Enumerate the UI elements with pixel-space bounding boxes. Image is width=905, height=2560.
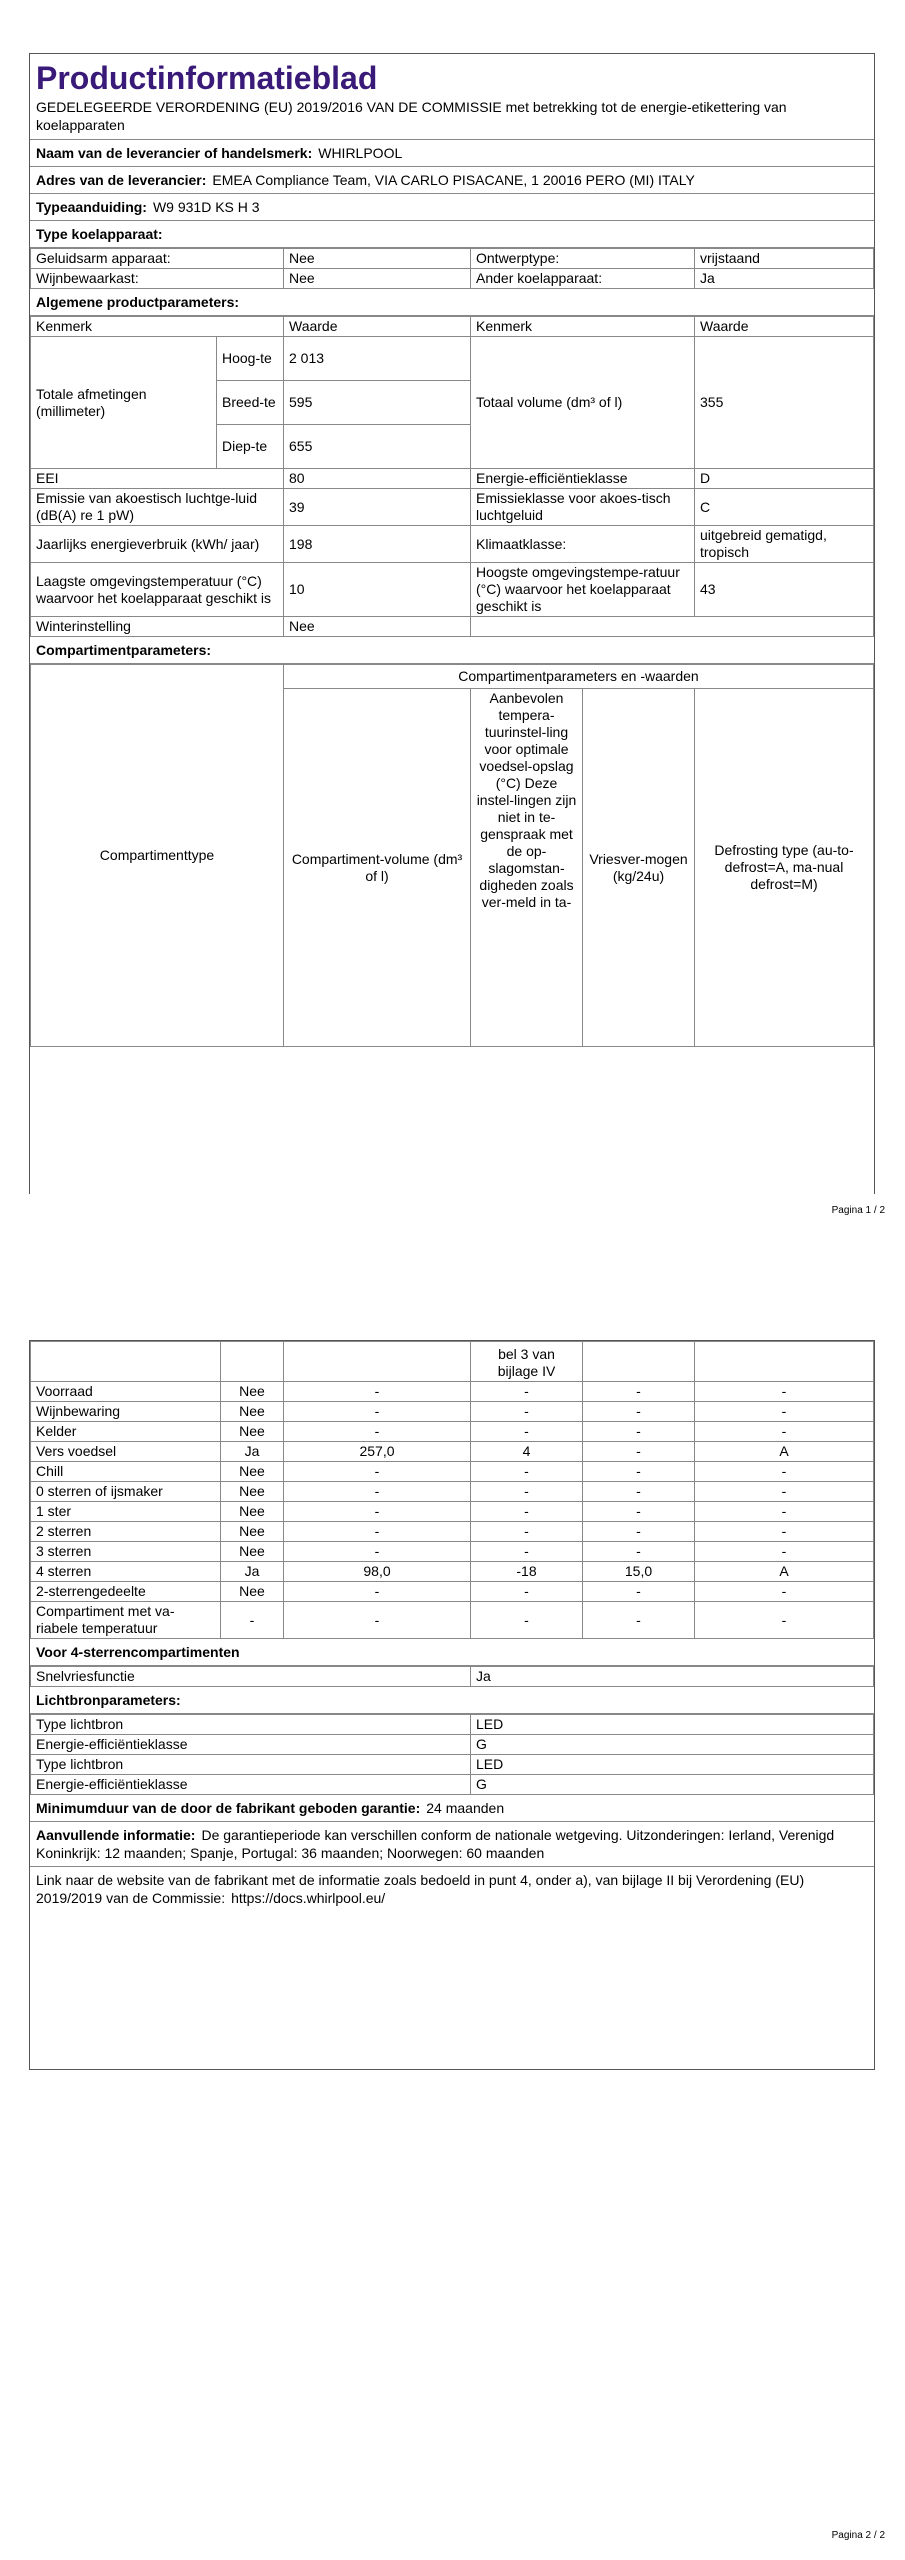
compartment-group-header: Compartimentparameters en -waarden (284, 665, 874, 689)
compartment-value: 257,0 (284, 1442, 471, 1462)
compartment-value: - (583, 1482, 695, 1502)
compartment-value: - (695, 1602, 874, 1639)
table-row (31, 249, 874, 269)
compartment-present: Nee (221, 1522, 284, 1542)
light-value: LED (471, 1755, 874, 1775)
table-row (31, 1562, 874, 1582)
param-label: Winterinstelling (31, 617, 284, 637)
table-row (31, 1602, 874, 1639)
compartment-value: - (695, 1402, 874, 1422)
general-heading: Algemene productparameters: (30, 289, 874, 316)
table-row (31, 1775, 874, 1795)
param-value: 198 (284, 526, 471, 563)
table-row (31, 1382, 874, 1402)
compartment-value: - (471, 1542, 583, 1562)
compartment-present: Nee (221, 1462, 284, 1482)
compartment-name: 1 ster (31, 1502, 221, 1522)
additional-info-label: Aanvullende informatie: (36, 1827, 196, 1843)
compartment-value: - (471, 1422, 583, 1442)
column-header-defrost: Defrosting type (au-to-defrost=A, ma-nual defrost=M) (695, 689, 874, 1047)
compartment-value: - (471, 1502, 583, 1522)
param-value: uitgebreid gematigd, tropisch (695, 526, 874, 563)
regulation-subtitle: GEDELEGEERDE VERORDENING (EU) 2019/2016 VAN DE COMMISSIE met betrekking tot de energie-etikettering van koelapparaten (36, 99, 787, 133)
param-label: Jaarlijks energieverbruik (kWh/ jaar) (31, 526, 284, 563)
table-row (31, 526, 874, 563)
light-label: Type lichtbron (31, 1715, 471, 1735)
supplier-row (30, 140, 874, 167)
compartment-value: A (695, 1442, 874, 1462)
light-value: LED (471, 1715, 874, 1735)
dimension-name: Diep-te (217, 425, 284, 469)
compartment-value: - (471, 1582, 583, 1602)
compartment-present: Nee (221, 1482, 284, 1502)
param-value: D (695, 469, 874, 489)
type-value: Nee (284, 249, 471, 269)
type-table (30, 248, 874, 289)
compartment-value: - (471, 1462, 583, 1482)
param-value: Nee (284, 617, 471, 637)
table-row (31, 1482, 874, 1502)
compartments-heading: Compartimentparameters: (30, 637, 874, 664)
table-row (31, 489, 874, 526)
compartment-name: Chill (31, 1462, 221, 1482)
compartment-value: - (583, 1502, 695, 1522)
column-header-freezing: Vriesver-mogen (kg/24u) (583, 689, 695, 1047)
compartment-type-header: Compartimenttype (31, 665, 284, 1047)
compartment-value: 98,0 (284, 1562, 471, 1582)
compartment-present: Nee (221, 1542, 284, 1562)
compartment-value: A (695, 1562, 874, 1582)
compartment-value: - (471, 1482, 583, 1502)
page-number: Pagina 1 / 2 (831, 1205, 885, 1216)
table-row (31, 1542, 874, 1562)
type-heading: Type koelapparaat: (30, 221, 874, 248)
compartment-value: - (695, 1482, 874, 1502)
dimensions-label: Totale afmetingen (millimeter) (31, 337, 217, 469)
compartment-value: - (583, 1522, 695, 1542)
model-label: Typeaanduiding: (36, 199, 147, 215)
page-title: Productinformatieblad (36, 60, 378, 96)
compartment-present: Nee (221, 1502, 284, 1522)
compartment-name: 4 sterren (31, 1562, 221, 1582)
light-label: Type lichtbron (31, 1755, 471, 1775)
dimension-value: 655 (284, 425, 471, 469)
compartment-value: - (695, 1582, 874, 1602)
additional-info-value: De garantieperiode kan verschillen conform de nationale wetgeving. Uitzonderingen: Ierland, Verenigd Koninkrijk: 12 maanden; Spanje, Portugal: 36 maanden; Noorwegen: 60 maanden (36, 1827, 835, 1861)
compartment-value: - (695, 1422, 874, 1442)
compartment-value: - (284, 1502, 471, 1522)
param-value: 39 (284, 489, 471, 526)
compartment-value: - (695, 1522, 874, 1542)
compartment-name: Compartiment met va-riabele temperatuur (31, 1602, 221, 1639)
compartment-value: - (583, 1442, 695, 1462)
manufacturer-link-text: Link naar de website van de fabrikant met de informatie zoals bedoeld in punt 4, onder a), van bijlage II bij Verordening (EU) 2019/2019 van de Commissie: (36, 1872, 805, 1906)
light-heading: Lichtbronparameters: (30, 1687, 874, 1714)
compartment-present: - (221, 1602, 284, 1639)
header-block (30, 54, 874, 140)
compartment-value: - (583, 1462, 695, 1482)
param-label: Laagste omgevingstemperatuur (°C) waarvoor het koelapparaat geschikt is (31, 563, 284, 617)
param-value: C (695, 489, 874, 526)
dimension-value: 595 (284, 381, 471, 425)
param-label: Klimaatklasse: (471, 526, 695, 563)
model-value: W9 931D KS H 3 (152, 199, 260, 215)
compartment-header-table (30, 664, 874, 1047)
compartment-value: - (284, 1462, 471, 1482)
compartment-value: - (284, 1522, 471, 1542)
general-table (30, 316, 874, 637)
type-value: Ja (695, 269, 874, 289)
light-value: G (471, 1775, 874, 1795)
page-2-sheet (29, 1340, 875, 2070)
table-row (31, 1422, 874, 1442)
compartment-value: - (695, 1502, 874, 1522)
column-header: Kenmerk (471, 317, 695, 337)
table-row (31, 1402, 874, 1422)
column-header: Kenmerk (31, 317, 284, 337)
column-header-temperature: Aanbevolen tempera-tuurinstel-ling voor optimale voedsel-opslag (°C) Deze instel-lingen zijn niet in te-genspraak met de op-slagomstan-digheden zoals ver-meld in ta- (471, 689, 583, 1047)
compartment-name: 3 sterren (31, 1542, 221, 1562)
compartment-value: - (284, 1422, 471, 1442)
dimension-name: Breed-te (217, 381, 284, 425)
column-header-temperature-cont: bel 3 van bijlage IV (471, 1342, 583, 1382)
type-label: Ontwerptype: (471, 249, 695, 269)
compartment-value: - (583, 1582, 695, 1602)
light-value: G (471, 1735, 874, 1755)
table-row (31, 1522, 874, 1542)
address-row (30, 167, 874, 194)
compartment-value: - (583, 1402, 695, 1422)
table-row (31, 617, 874, 637)
param-label: Emissie van akoestisch luchtge-luid (dB(A) re 1 pW) (31, 489, 284, 526)
param-label: EEI (31, 469, 284, 489)
compartment-present: Nee (221, 1402, 284, 1422)
param-label: Emissieklasse voor akoes-tisch luchtgeluid (471, 489, 695, 526)
dimension-name: Hoog-te (217, 337, 284, 381)
compartment-name: Wijnbewaring (31, 1402, 221, 1422)
table-row (31, 1667, 874, 1687)
param-value: 43 (695, 563, 874, 617)
type-label: Geluidsarm apparaat: (31, 249, 284, 269)
compartment-value: - (471, 1602, 583, 1639)
compartment-value: - (695, 1462, 874, 1482)
dimension-value: 2 013 (284, 337, 471, 381)
param-value: 80 (284, 469, 471, 489)
volume-value: 355 (695, 337, 874, 469)
page-number: Pagina 2 / 2 (831, 2530, 885, 2541)
compartment-present: Nee (221, 1582, 284, 1602)
compartment-value: -18 (471, 1562, 583, 1582)
manufacturer-link[interactable]: https://docs.whirlpool.eu/ (231, 1890, 386, 1906)
table-row (31, 1462, 874, 1482)
table-header-row (31, 665, 874, 689)
table-row (31, 269, 874, 289)
light-table (30, 1714, 874, 1795)
compartment-name: 0 sterren of ijsmaker (31, 1482, 221, 1502)
compartment-value: - (284, 1542, 471, 1562)
manufacturer-link-row (30, 1867, 874, 1911)
compartment-present: Ja (221, 1442, 284, 1462)
column-header-volume: Compartiment-volume (dm³ of l) (284, 689, 471, 1047)
compartment-name: Kelder (31, 1422, 221, 1442)
page-1-sheet (29, 53, 875, 1194)
compartment-name: Vers voedsel (31, 1442, 221, 1462)
table-row (31, 1715, 874, 1735)
type-label: Wijnbewaarkast: (31, 269, 284, 289)
type-value: vrijstaand (695, 249, 874, 269)
compartment-present: Nee (221, 1382, 284, 1402)
column-header: Waarde (284, 317, 471, 337)
type-label: Ander koelapparaat: (471, 269, 695, 289)
light-label: Energie-efficiëntieklasse (31, 1735, 471, 1755)
compartment-present: Nee (221, 1422, 284, 1442)
compartment-value: - (284, 1482, 471, 1502)
compartment-value: - (284, 1382, 471, 1402)
compartment-table (30, 1341, 874, 1639)
quick-freeze-label: Snelvriesfunctie (31, 1667, 471, 1687)
supplier-value: WHIRLPOOL (318, 145, 403, 161)
compartment-value: - (695, 1542, 874, 1562)
light-label: Energie-efficiëntieklasse (31, 1775, 471, 1795)
param-label: Hoogste omgevingstempe-ratuur (°C) waarvoor het koelapparaat geschikt is (471, 563, 695, 617)
address-label: Adres van de leverancier: (36, 172, 207, 188)
empty-cell (471, 617, 874, 637)
compartment-value: 4 (471, 1442, 583, 1462)
table-row (31, 469, 874, 489)
compartment-name: Voorraad (31, 1382, 221, 1402)
type-value: Nee (284, 269, 471, 289)
compartment-value: - (284, 1602, 471, 1639)
compartment-value: - (583, 1602, 695, 1639)
volume-label: Totaal volume (dm³ of l) (471, 337, 695, 469)
compartment-value: - (471, 1402, 583, 1422)
warranty-row (30, 1795, 874, 1822)
additional-info-row (30, 1822, 874, 1867)
compartment-value: - (583, 1422, 695, 1442)
column-header: Waarde (695, 317, 874, 337)
compartment-value: - (284, 1402, 471, 1422)
compartment-value: - (284, 1582, 471, 1602)
param-label: Energie-efficiëntieklasse (471, 469, 695, 489)
compartment-name: 2 sterren (31, 1522, 221, 1542)
table-row (31, 337, 874, 381)
compartment-value: - (695, 1382, 874, 1402)
param-value: 10 (284, 563, 471, 617)
compartment-value: 15,0 (583, 1562, 695, 1582)
quick-freeze-value: Ja (471, 1667, 874, 1687)
table-header-row (31, 317, 874, 337)
compartment-value: - (583, 1542, 695, 1562)
table-row (31, 1442, 874, 1462)
compartment-value: - (471, 1522, 583, 1542)
compartment-value: - (583, 1382, 695, 1402)
table-row (31, 563, 874, 617)
address-value: EMEA Compliance Team, VIA CARLO PISACANE, 1 20016 PERO (MI) ITALY (212, 172, 695, 188)
table-row (31, 1582, 874, 1602)
table-row (31, 1735, 874, 1755)
table-row (31, 1502, 874, 1522)
warranty-value: 24 maanden (426, 1800, 505, 1816)
supplier-label: Naam van de leverancier of handelsmerk: (36, 145, 313, 161)
compartment-value: - (471, 1382, 583, 1402)
table-header-row (31, 1342, 874, 1382)
four-star-heading: Voor 4-sterrencompartimenten (30, 1639, 874, 1666)
model-row (30, 194, 874, 221)
warranty-label: Minimumduur van de door de fabrikant geboden garantie: (36, 1800, 421, 1816)
compartment-name: 2-sterrengedeelte (31, 1582, 221, 1602)
compartment-present: Ja (221, 1562, 284, 1582)
table-row (31, 1755, 874, 1775)
four-star-table (30, 1666, 874, 1687)
